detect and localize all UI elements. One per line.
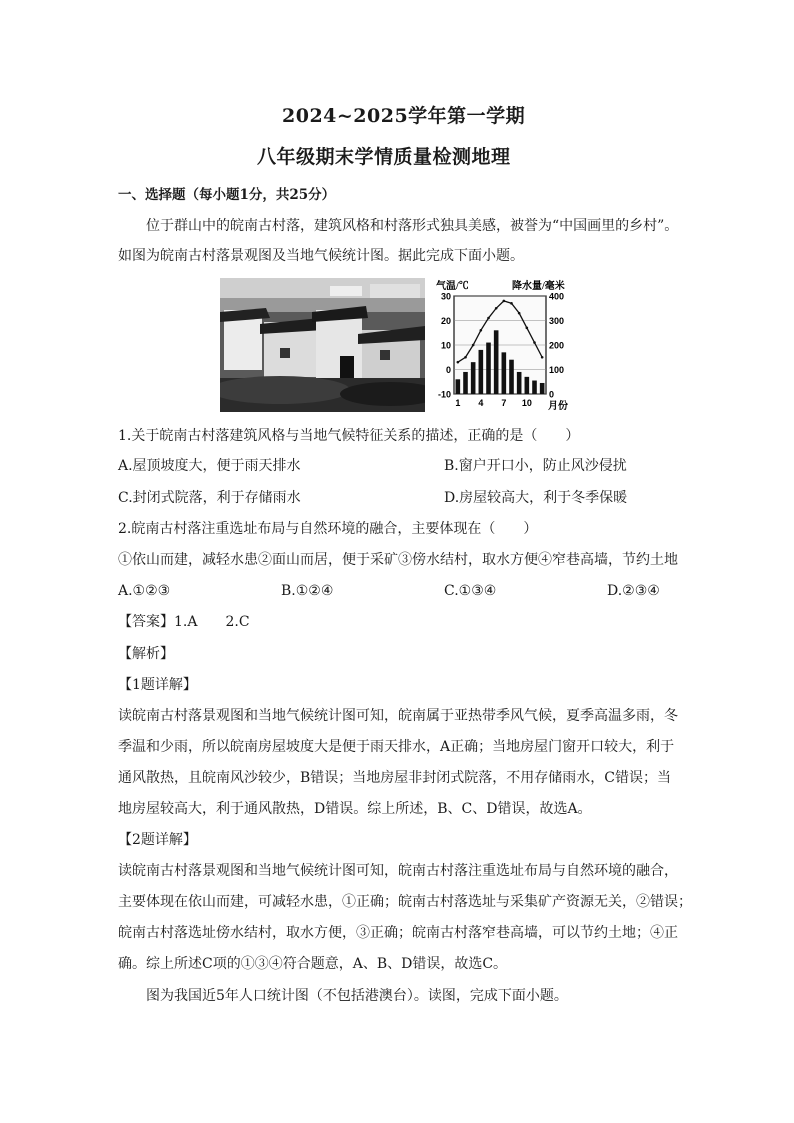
x-tick-label: 10 bbox=[521, 398, 532, 408]
temperature-point bbox=[518, 312, 521, 315]
precip-bar bbox=[494, 330, 499, 394]
precip-bar bbox=[486, 343, 491, 394]
temperature-point bbox=[510, 302, 513, 305]
precip-bar bbox=[517, 372, 522, 394]
q1-analysis-line: 季温和少雨，所以皖南房屋坡度大是便于雨天排水，A正确；当地房屋门窗开口较大，利于 bbox=[118, 739, 675, 755]
temperature-point bbox=[487, 317, 490, 320]
temperature-point bbox=[457, 361, 460, 364]
right-tick-label: 400 bbox=[549, 291, 565, 302]
temperature-point bbox=[464, 356, 467, 359]
precip-bar bbox=[525, 377, 530, 394]
left-tick-label: 10 bbox=[440, 340, 451, 351]
q1-analysis-line: 读皖南古村落景观图和当地气候统计图可知，皖南属于亚热带季风气候，夏季高温多雨，冬 bbox=[118, 708, 678, 724]
climate-chart bbox=[432, 278, 573, 412]
precip-bar bbox=[463, 372, 468, 394]
left-tick-label: 0 bbox=[445, 365, 451, 375]
q2-option-d: D.②③④ bbox=[607, 583, 660, 599]
temperature-point bbox=[541, 356, 544, 359]
precip-bar bbox=[502, 352, 507, 394]
figure bbox=[220, 278, 573, 412]
q2-analysis-line: 皖南古村落选址傍水结村，取水方便，③正确；皖南古村落窄巷高墙，可以节约土地；④正 bbox=[118, 925, 678, 941]
intro-line-2: 如图为皖南古村落景观图及当地气候统计图。据此完成下面小题。 bbox=[118, 248, 524, 264]
temperature-point bbox=[480, 329, 483, 332]
section-heading: 一、选择题（每小题1分，共25分） bbox=[118, 187, 336, 203]
intro-line-1: 位于群山中的皖南古村落，建筑风格和村落形式独具美感，被誉为“中国画里的乡村”。 bbox=[146, 218, 679, 234]
page-title-line1: 2024~2025学年第一学期 bbox=[282, 105, 526, 127]
temperature-point bbox=[526, 327, 529, 330]
q2-analysis-line: 主要体现在依山而建，可减轻水患，①正确；皖南古村落选址与采集矿产资源无关，②错误； bbox=[118, 894, 692, 910]
x-tick-label: 4 bbox=[478, 398, 484, 408]
q2-statements: ①依山而建，减轻水患②面山而居，便于采矿③傍水结村，取水方便④窄巷高墙，节约土地 bbox=[118, 552, 678, 568]
right-tick-label: 300 bbox=[549, 316, 565, 326]
q2-option-b: B.①②④ bbox=[281, 583, 334, 599]
q2-analysis-heading: 【2题详解】 bbox=[118, 832, 197, 848]
answer-text: 1.A 2.C bbox=[174, 614, 250, 630]
precip-bar bbox=[471, 362, 476, 394]
precip-bar bbox=[509, 360, 514, 394]
village-photo-icon bbox=[220, 278, 425, 412]
q1-option-a: A.屋顶坡度大，便于雨天排水 bbox=[118, 458, 301, 474]
q2-option-c: C.①③④ bbox=[444, 583, 497, 599]
temperature-point bbox=[503, 300, 506, 303]
q2-option-a: A.①②③ bbox=[118, 583, 171, 599]
left-tick-label: 20 bbox=[440, 316, 451, 326]
q1-option-d: D.房屋较高大，利于冬季保暖 bbox=[444, 490, 628, 506]
precip-bar bbox=[540, 383, 545, 394]
x-tick-label: 7 bbox=[501, 398, 507, 408]
next-question-intro: 图为我国近5年人口统计图（不包括港澳台）。读图，完成下面小题。 bbox=[146, 988, 568, 1004]
precip-bar bbox=[479, 350, 484, 394]
left-tick-label: -10 bbox=[437, 389, 451, 400]
q1-analysis-line: 通风散热，且皖南风沙较少，B错误；当地房屋非封闭式院落，不用存储雨水，C错误；当 bbox=[118, 770, 671, 786]
q1-option-c: C.封闭式院落，利于存储雨水 bbox=[118, 490, 301, 506]
right-tick-label: 100 bbox=[549, 365, 565, 375]
q2-stem: 2.皖南古村落注重选址布局与自然环境的融合，主要体现在（ ） bbox=[118, 521, 538, 537]
answer-label: 【答案】 bbox=[118, 614, 174, 630]
x-tick-label: 1 bbox=[455, 398, 461, 408]
q1-option-b: B.窗户开口小，防止风沙侵扰 bbox=[444, 458, 627, 474]
precip-bar bbox=[456, 379, 461, 394]
temperature-point bbox=[533, 341, 536, 344]
answer-line bbox=[118, 612, 250, 632]
left-tick-label: 30 bbox=[440, 291, 451, 302]
q1-stem: 1.关于皖南古村落建筑风格与当地气候特征关系的描述，正确的是（ ） bbox=[118, 428, 580, 444]
analysis-label: 【解析】 bbox=[118, 646, 174, 662]
right-tick-label: 0 bbox=[549, 389, 555, 400]
right-axis-label: 降水量/毫米 bbox=[512, 281, 565, 292]
temperature-point bbox=[495, 307, 498, 310]
left-axis-label: 气温/℃ bbox=[436, 281, 469, 292]
x-axis-label: 月份 bbox=[548, 401, 568, 412]
page-title-line2: 八年级期末学情质量检测地理 bbox=[257, 146, 511, 168]
temperature-point bbox=[472, 344, 475, 347]
right-tick-label: 200 bbox=[549, 340, 565, 351]
precip-bar bbox=[532, 381, 537, 394]
q1-analysis-heading: 【1题详解】 bbox=[118, 677, 197, 693]
q2-analysis-line: 确。综上所述C项的①③④符合题意，A、B、D错误，故选C。 bbox=[118, 956, 508, 972]
q2-analysis-line: 读皖南古村落景观图和当地气候统计图可知，皖南古村落注重选址布局与自然环境的融合， bbox=[118, 863, 678, 879]
q1-analysis-line: 地房屋较高大，利于通风散热，D错误。综上所述，B、C、D错误，故选A。 bbox=[118, 801, 592, 817]
